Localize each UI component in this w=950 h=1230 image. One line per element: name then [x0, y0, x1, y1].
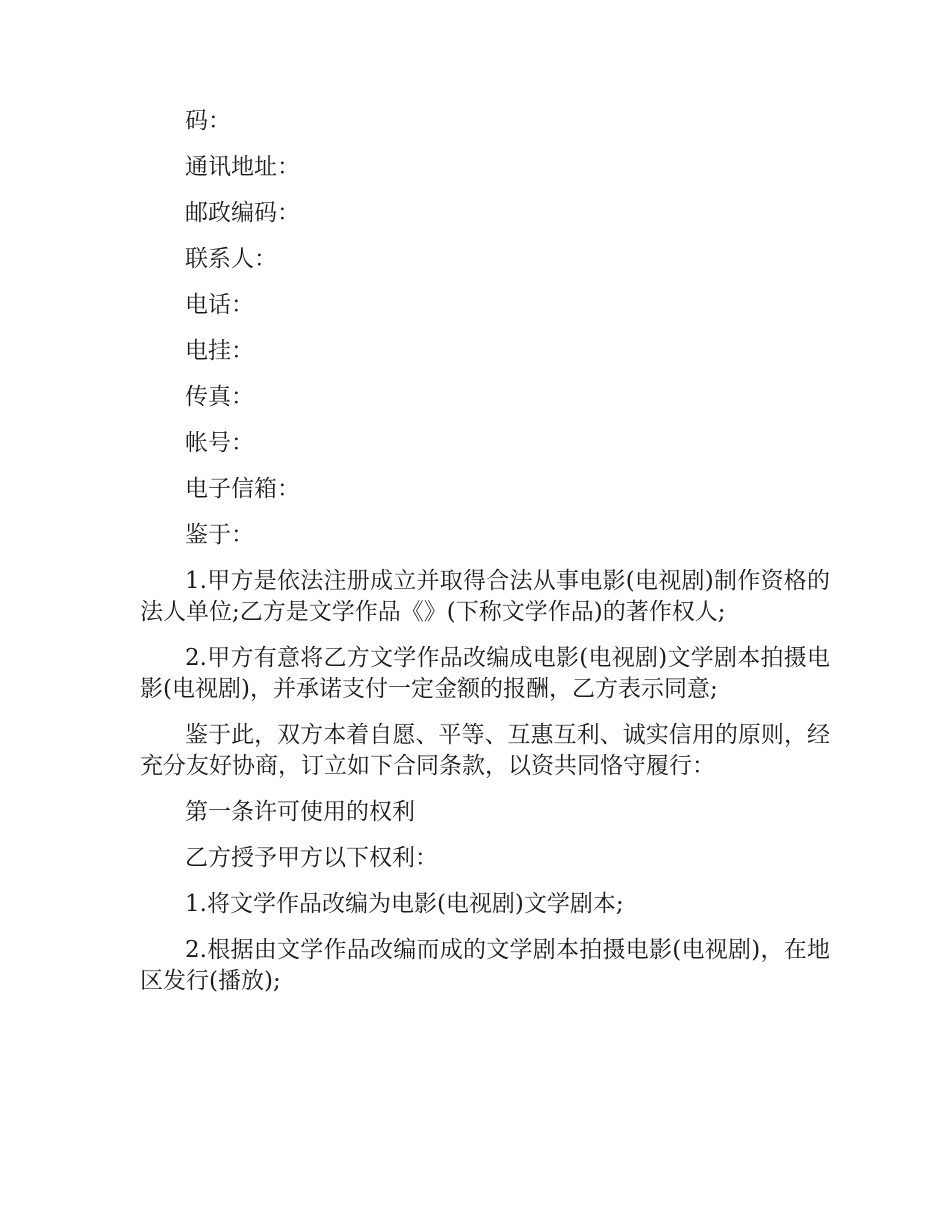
right-item-1: 1.将文学作品改编为电影(电视剧)文学剧本; — [185, 891, 624, 917]
whereas-heading: 鉴于： — [185, 522, 254, 548]
whereas-clause-2: 2.甲方有意将乙方文学作品改编成电影(电视剧)文学剧本拍摄电影(电视剧)，并承诺支付一定金额的报酬，乙方表示同意; — [140, 645, 830, 702]
right-item-2: 2.根据由文学作品改编而成的文学剧本拍摄电影(电视剧)，在地区发行(播放); — [140, 937, 830, 994]
field-mailing-address: 通讯地址： — [185, 154, 300, 180]
field-telegraph: 电挂： — [185, 338, 254, 364]
field-contact-person: 联系人： — [185, 246, 277, 272]
field-account-number: 帐号： — [185, 430, 254, 456]
whereas-conclusion: 鉴于此，双方本着自愿、平等、互惠互利、诚实信用的原则，经充分友好协商，订立如下合同条款，以资共同恪守履行： — [140, 722, 830, 779]
whereas-clause-1: 1.甲方是依法注册成立并取得合法从事电影(电视剧)制作资格的法人单位;乙方是文学作品《》(下称文学作品)的著作权人; — [140, 568, 830, 625]
field-phone: 电话： — [185, 292, 254, 318]
field-fax: 传真： — [185, 384, 254, 410]
field-postal-code: 邮政编码： — [185, 200, 300, 226]
article-intro: 乙方授予甲方以下权利： — [185, 845, 438, 871]
field-code-continued: 码： — [185, 108, 231, 134]
field-email: 电子信箱： — [185, 476, 300, 502]
document-body — [140, 106, 830, 1012]
article-title: 第一条许可使用的权利 — [185, 799, 415, 825]
